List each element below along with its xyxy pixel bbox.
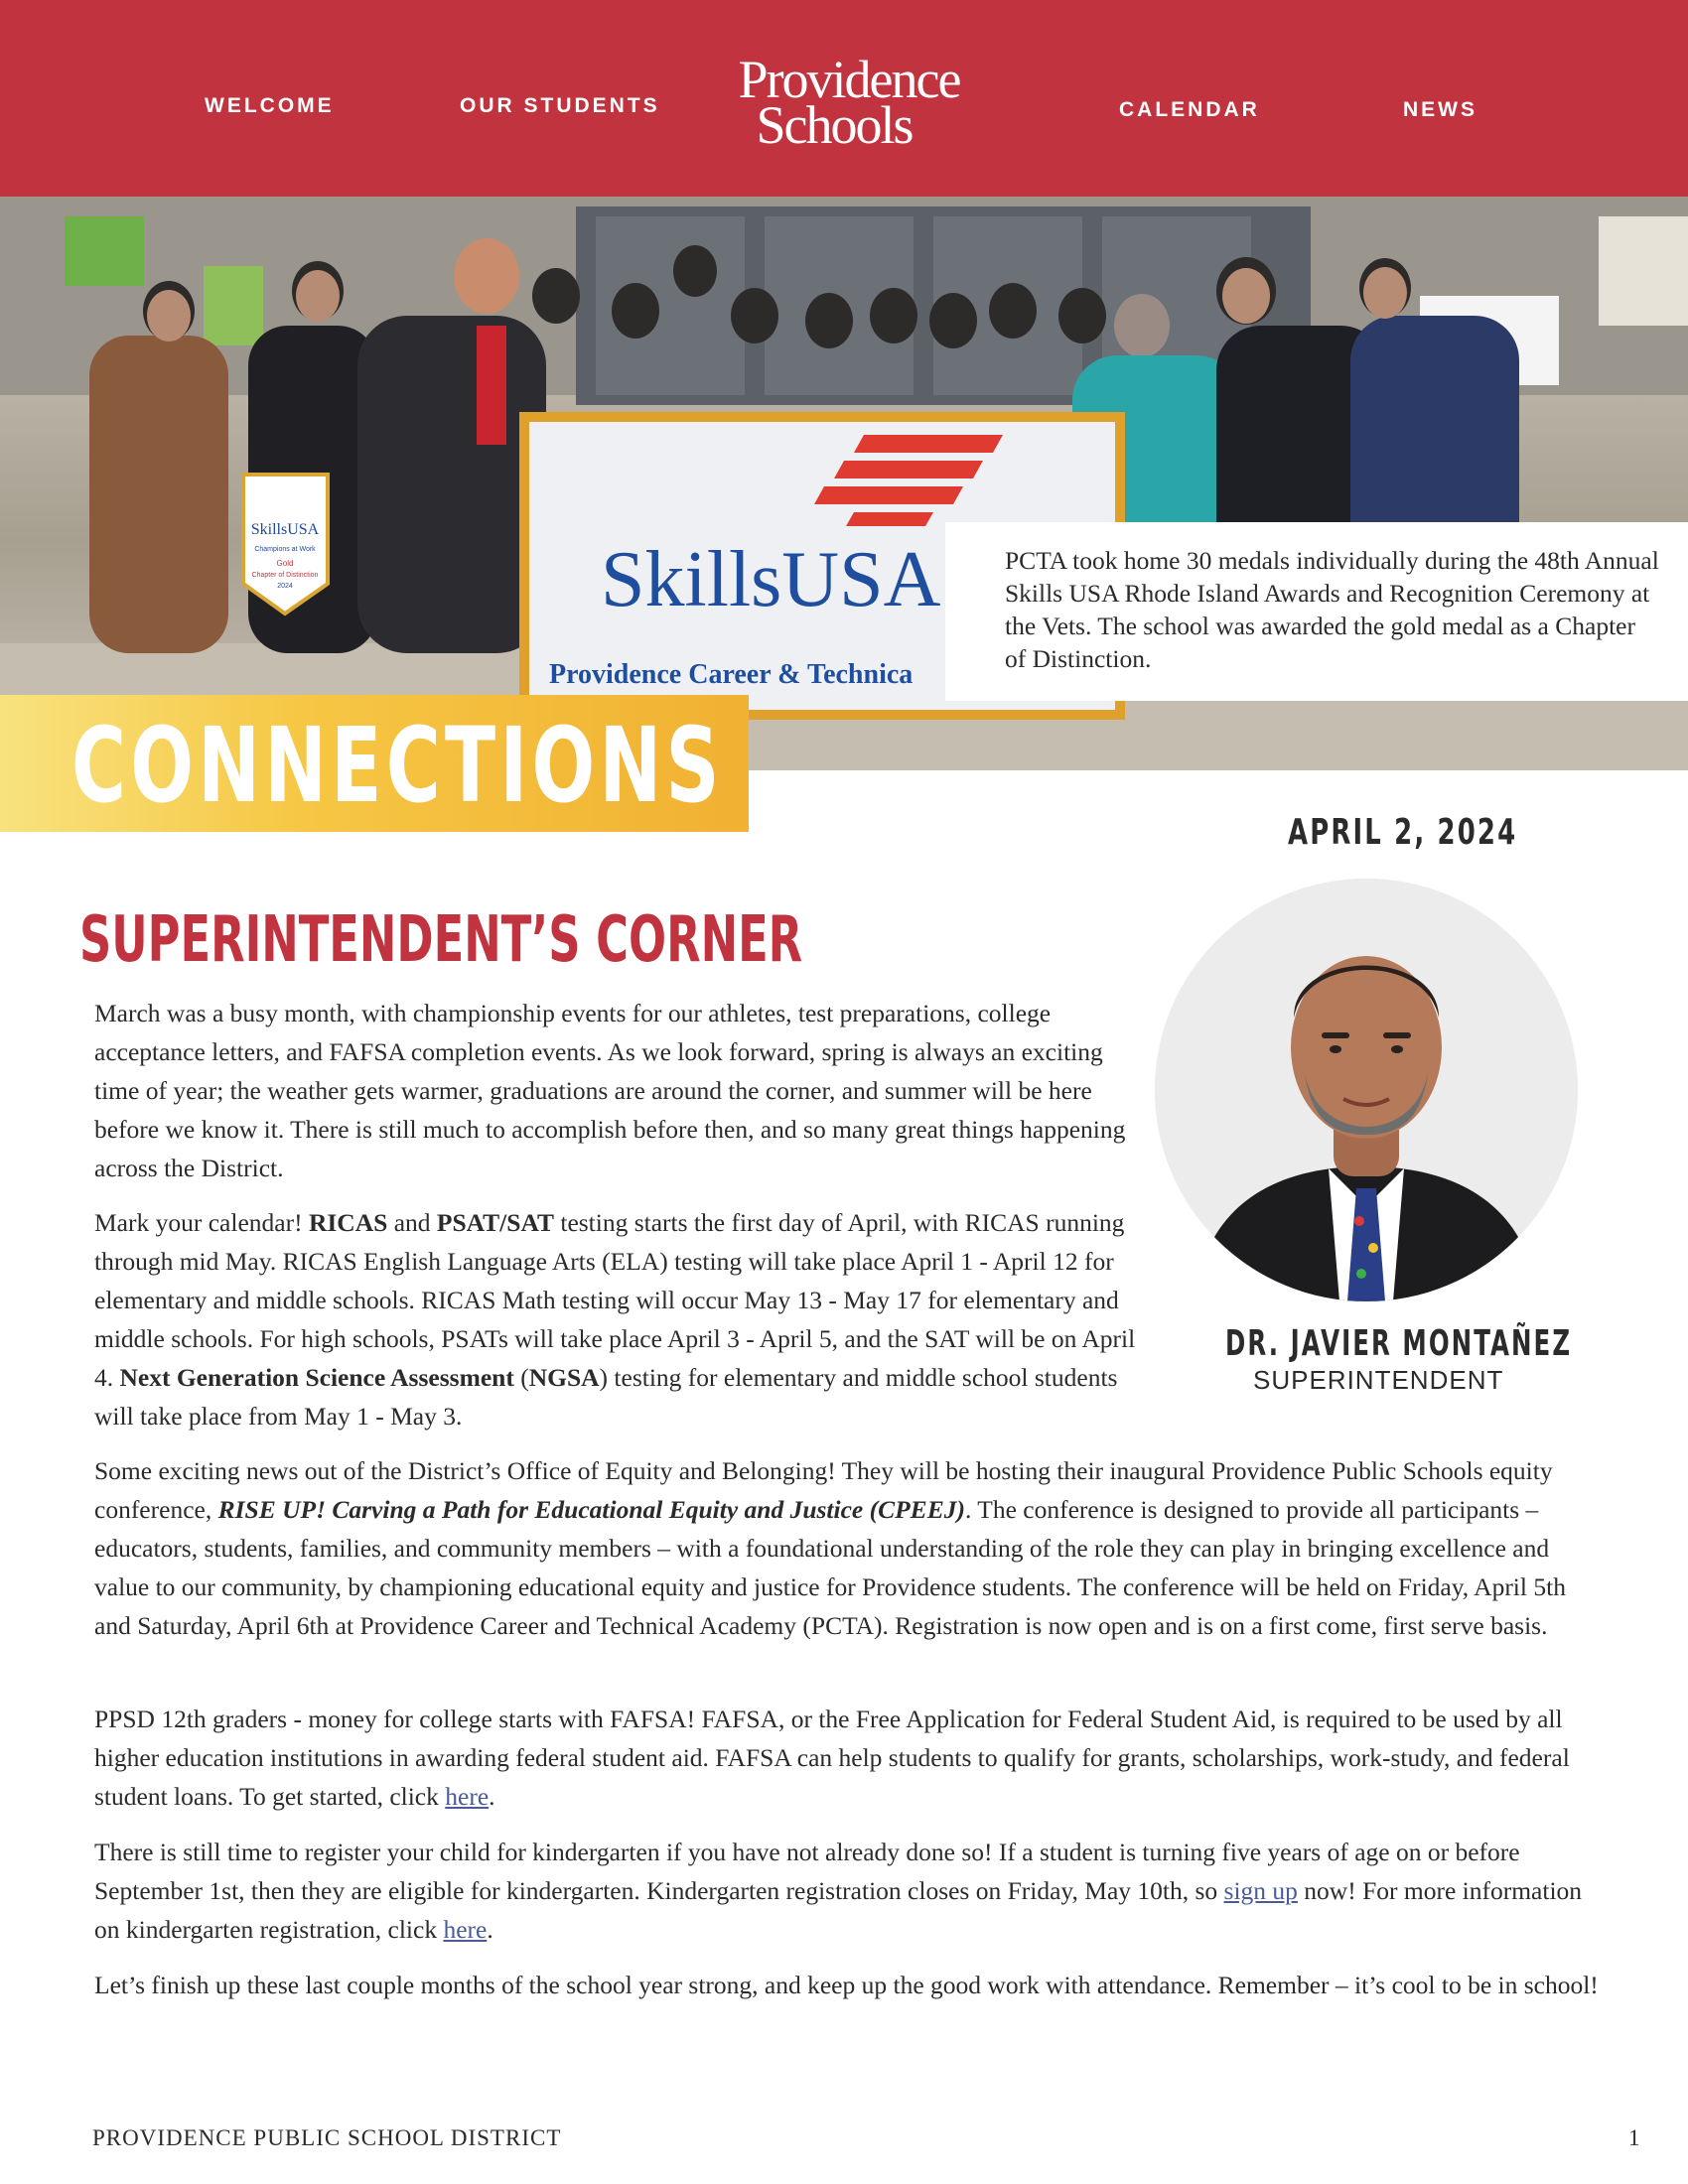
text-run: Mark your calendar! bbox=[94, 1208, 309, 1237]
article-paragraph-4 bbox=[94, 1700, 1604, 1816]
issue-date: APRIL 2, 2024 bbox=[1288, 812, 1518, 853]
text-run: . bbox=[487, 1915, 493, 1944]
section-title: SUPERINTENDENT’S CORNER bbox=[79, 903, 803, 977]
superintendent-name: DR. JAVIER MONTAÑEZ bbox=[1225, 1323, 1573, 1364]
text-run: PPSD 12th graders - money for college starts with FAFSA! FAFSA, or the Free Application for Federal Student Aid, is required to be used by all higher education institutions in awarding federal student aid. FAFSA can help students to qualify for grants, scholarships, work-study, and federal student loans. To get started, click bbox=[94, 1705, 1570, 1811]
pennant-year: 2024 bbox=[277, 583, 293, 590]
text-run: . bbox=[489, 1782, 495, 1811]
text-run: ( bbox=[513, 1363, 529, 1392]
article-paragraph-5 bbox=[94, 1833, 1604, 1949]
logo-line-2: Schools bbox=[756, 95, 913, 155]
logo-line-1: Providence bbox=[738, 50, 960, 109]
photo-caption-box bbox=[945, 522, 1688, 701]
text-run: testing starts the first day of April, with RICAS running through mid May. RICAS English Language Arts (ELA) testing will take place April 1 - April 12 for elementary and middle schools. RICAS Math testing will occur May 13 - May 17 for elementary and middle schools. For high schools, PSATs will take place April 3 - April 5, and the SAT will be on April 4. bbox=[94, 1208, 1136, 1392]
top-navigation-bar bbox=[0, 0, 1688, 197]
pennant-tagline: Champions at Work bbox=[254, 546, 316, 553]
article-paragraph-1: March was a busy month, with championship events for our athletes, test preparations, college acceptance letters, and FAFSA completion events. As we look forward, spring is always an exciting time of year; the weather gets warmer, graduations are around the corner, and summer will be here before we know it. There is still much to accomplish before then, and so many great things happening across the District. bbox=[94, 999, 1126, 1182]
bold-psat-sat: PSAT/SAT bbox=[436, 1208, 554, 1237]
article-paragraph-2 bbox=[94, 1203, 1147, 1435]
nav-calendar[interactable]: CALENDAR bbox=[1119, 98, 1260, 121]
article-paragraph-6: Let’s finish up these last couple months of the school year strong, and keep up the good work with attendance. Remember – it’s cool to be in school! bbox=[94, 1971, 1599, 1999]
pennant-label: SkillsUSA bbox=[250, 521, 320, 538]
kindergarten-signup-link[interactable]: sign up bbox=[1223, 1876, 1298, 1905]
hero-photo bbox=[0, 197, 1688, 770]
portrait-illustration bbox=[1155, 879, 1578, 1301]
banner-skillsusa-text: SkillsUSA bbox=[601, 536, 941, 623]
fafsa-link[interactable]: here bbox=[445, 1782, 490, 1811]
bold-ngsa: NGSA bbox=[528, 1363, 600, 1392]
text-run: and bbox=[387, 1208, 437, 1237]
text-run: Some exciting news out of the District’s Office of Equity and Belonging! They will be hosting their inaugural Providence Public Schools equity conference, bbox=[94, 1456, 1553, 1524]
bold-ricas: RICAS bbox=[308, 1208, 388, 1237]
pennant-award-detail: Chapter of Distinction bbox=[251, 572, 319, 579]
banner-school-text: Providence Career & Technica bbox=[549, 659, 914, 690]
conference-name: RISE UP! Carving a Path for Educational Equity and Justice (CPEEJ) bbox=[217, 1495, 965, 1524]
text-run: . The conference is designed to provide all participants – educators, students, families, and community members – with a foundational understanding of the role they can play in bringing excellence and value to our community, by championing educational equity and justice for Providence students. The conference will be held on Friday, April 5th and Saturday, April 6th at Providence Career and Technical Academy (PCTA). Registration is now open and is on a first come, first serve basis. bbox=[94, 1495, 1566, 1640]
text-run: ) testing for elementary and middle school students will take place from May 1 - May 3. bbox=[94, 1363, 1118, 1431]
footer-district-name: PROVIDENCE PUBLIC SCHOOL DISTRICT bbox=[92, 2125, 562, 2150]
nav-our-students[interactable]: OUR STUDENTS bbox=[460, 94, 660, 117]
pennant-award: Gold bbox=[276, 559, 294, 568]
text-run: There is still time to register your child for kindergarten if you have not already done so! If a student is turning five years of age on or before September 1st, then they are eligible for kindergarten. Kindergarten registration closes on Friday, May 10th, so bbox=[94, 1838, 1520, 1905]
article-paragraph-3 bbox=[94, 1451, 1604, 1645]
kindergarten-info-link[interactable]: here bbox=[443, 1915, 488, 1944]
page-number: 1 bbox=[1628, 2125, 1640, 2150]
text-run: now! For more information on kindergarten registration, click bbox=[94, 1876, 1583, 1944]
providence-schools-logo[interactable] bbox=[715, 52, 983, 161]
superintendent-portrait bbox=[1155, 879, 1578, 1301]
bold-ngsa-full: Next Generation Science Assessment bbox=[119, 1363, 514, 1392]
photo-caption: PCTA took home 30 medals individually during the 48th Annual Skills USA Rhode Island Awards and Recognition Ceremony at the Vets. The school was awarded the gold medal as a Chapter of Distinction. bbox=[1005, 546, 1659, 673]
nav-news[interactable]: NEWS bbox=[1403, 98, 1477, 121]
newsletter-title: CONNECTIONS bbox=[71, 705, 724, 826]
nav-welcome[interactable]: WELCOME bbox=[205, 94, 335, 117]
superintendent-title: SUPERINTENDENT bbox=[1253, 1365, 1504, 1395]
